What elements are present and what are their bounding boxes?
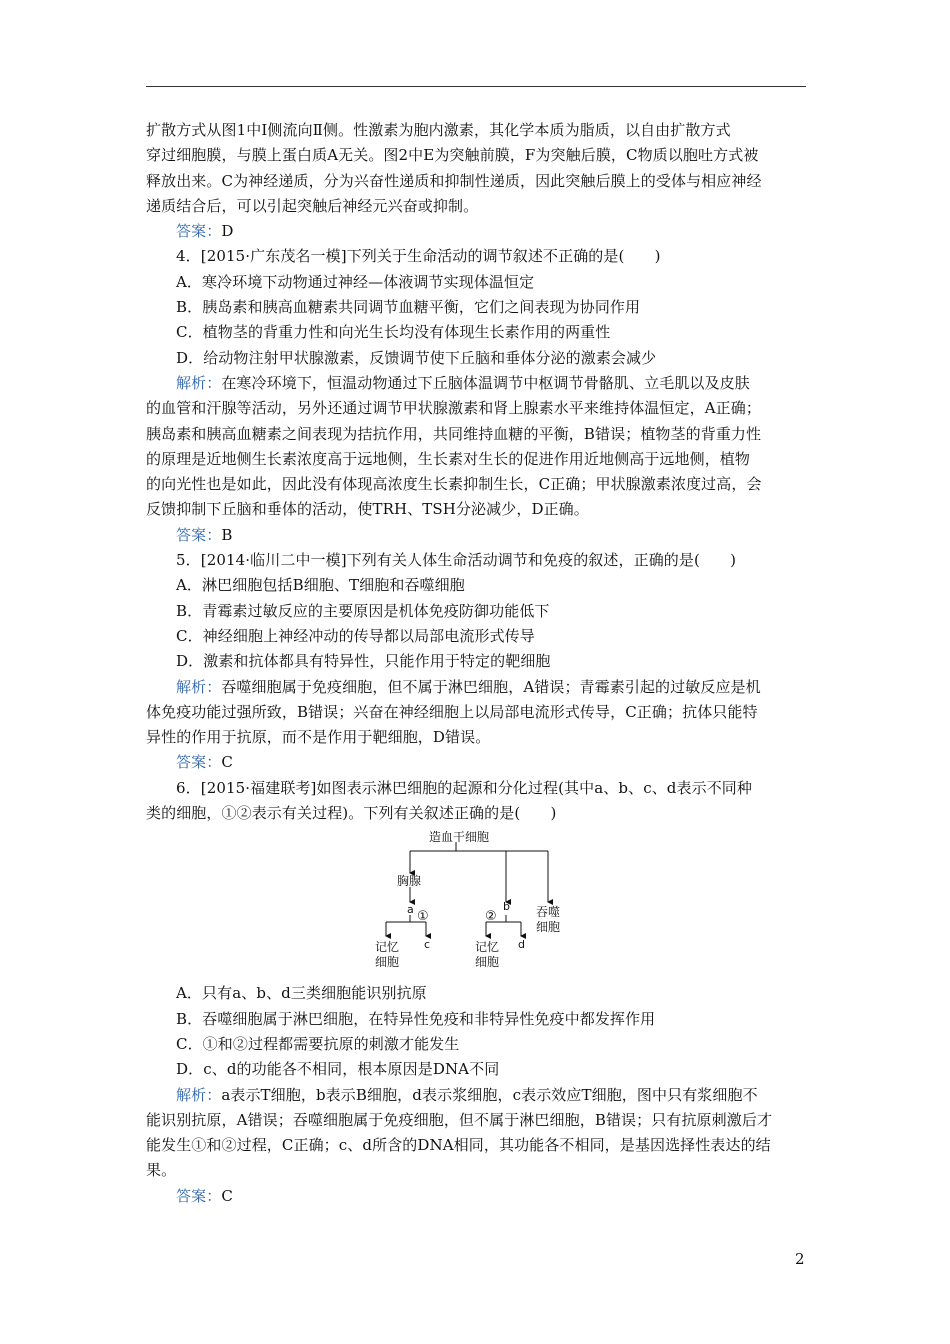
- q4-analysis-line: 的血管和汗腺等活动，另外还通过调节甲状腺激素和肾上腺素水平来维持体温恒定，A正确；: [146, 399, 761, 418]
- q5-analysis-line: 体免疫功能过强所致，B错误；兴奋在神经细胞上以局部电流形式传导，C正确；抗体只能特: [146, 702, 758, 721]
- header-rule: [146, 86, 806, 87]
- phagocyte-label-2: 细胞: [536, 920, 561, 935]
- cell-b-label: b: [503, 900, 510, 914]
- answer-label: 答案：: [176, 1186, 222, 1205]
- q5-analysis-text: 吞噬细胞属于免疫细胞，但不属于淋巴细胞，A错误；青霉素引起的过敏反应是机: [221, 677, 761, 696]
- analysis-label: 解析：: [176, 373, 222, 392]
- diagram-connectors: [386, 842, 548, 936]
- q5-option: D．激素和抗体都具有特异性，只能作用于特定的靶细胞: [176, 652, 551, 671]
- q5-answer: [146, 750, 811, 775]
- analysis-label: 解析：: [176, 677, 222, 696]
- q6-analysis-line: 能发生①和②过程，C正确；c、d所含的DNA相同，其功能各不相同，是基因选择性表达的结: [146, 1136, 771, 1155]
- q5-analysis: [146, 675, 811, 700]
- q6-analysis: [146, 1083, 811, 1108]
- q5-stem: 5．[2014·临川二中一模]下列有关人体生命活动调节和免疫的叙述，正确的是( ): [176, 551, 737, 570]
- memory-cell-1-label-1: 记忆: [375, 940, 400, 955]
- intro-line: 释放出来。C为神经递质，分为兴奋性递质和抑制性递质，因此突触后膜上的受体与相应神经: [146, 171, 762, 190]
- answer-value: C: [221, 753, 233, 772]
- intro-line: 穿过细胞膜，与膜上蛋白质A无关。图2中E为突触前膜，F为突触后膜，C物质以胞吐方式被: [146, 146, 759, 165]
- q4-analysis-text: 在寒冷环境下，恒温动物通过下丘脑体温调节中枢调节骨骼肌、立毛肌以及皮肤: [221, 373, 750, 392]
- intro-line: 递质结合后，可以引起突触后神经元兴奋或抑制。: [146, 196, 479, 215]
- hematopoietic-stem-cell-label: 造血干细胞: [429, 830, 490, 845]
- cell-a-label: a: [407, 903, 414, 917]
- thymus-label: 胸腺: [397, 874, 422, 889]
- q6-analysis-line: 果。: [146, 1161, 177, 1180]
- q6-stem-line: 类的细胞，①②表示有关过程)。下列有关叙述正确的是( ): [146, 804, 557, 823]
- q4-analysis-line: 胰岛素和胰高血糖素之间表现为拮抗作用，共同维持血糖的平衡，B错误；植物茎的背重力性: [146, 424, 762, 443]
- q4-analysis: [146, 371, 811, 396]
- process-2-label: ②: [485, 909, 497, 925]
- memory-cell-1-label-2: 细胞: [375, 955, 400, 970]
- q6-stem: 6．[2015·福建联考]如图表示淋巴细胞的起源和分化过程(其中a、b、c、d表示不同种: [176, 778, 752, 797]
- q6-option: D．c、d的功能各不相同，根本原因是DNA不同: [176, 1060, 500, 1079]
- phagocyte-label-1: 吞噬: [536, 905, 561, 920]
- answer-label: 答案：: [176, 525, 222, 544]
- answer-label: 答案：: [176, 753, 222, 772]
- q5-option: C．神经细胞上神经冲动的传导都以局部电流形式传导: [176, 626, 535, 645]
- answer-value: C: [221, 1186, 233, 1205]
- q4-option: A．寒冷环境下动物通过神经—体液调节实现体温恒定: [176, 272, 535, 291]
- q4-answer: [146, 523, 811, 548]
- lymphocyte-diagram: [146, 830, 811, 975]
- q6-analysis-line: 能识别抗原，A错误；吞噬细胞属于免疫细胞，但不属于淋巴细胞，B错误；只有抗原刺激后才: [146, 1110, 773, 1129]
- q5-analysis-line: 异性的作用于抗原，而不是作用于靶细胞，D错误。: [146, 728, 491, 747]
- memory-cell-2-label-1: 记忆: [475, 940, 500, 955]
- q4-option: B．胰岛素和胰高血糖素共同调节血糖平衡，它们之间表现为协同作用: [176, 298, 641, 317]
- q6-option: B．吞噬细胞属于淋巴细胞，在特异性免疫和非特异性免疫中都发挥作用: [176, 1009, 656, 1028]
- q6-option: A．只有a、b、d三类细胞能识别抗原: [176, 984, 427, 1003]
- page-number: 2: [795, 1250, 805, 1268]
- q4-analysis-line: 的原理是近地侧生长素浓度高于远地侧，生长素对生长的促进作用近地侧高于远地侧，植物: [146, 449, 751, 468]
- cell-d-label: d: [518, 938, 525, 952]
- answer-value: D: [221, 222, 234, 241]
- intro-line: 扩散方式从图1中Ⅰ侧流向Ⅱ侧。性激素为胞内激素，其化学本质为脂质，以自由扩散方式: [146, 121, 731, 139]
- q5-option: B．青霉素过敏反应的主要原因是机体免疫防御功能低下: [176, 601, 550, 620]
- diagram-figure: [375, 830, 591, 975]
- q5-option: A．淋巴细胞包括B细胞、T细胞和吞噬细胞: [176, 576, 465, 595]
- q4-analysis-line: 的向光性也是如此，因此没有体现高浓度生长素抑制生长，C正确；甲状腺激素浓度过高，会: [146, 475, 762, 494]
- analysis-label: 解析：: [176, 1085, 222, 1104]
- q6-answer: [146, 1184, 811, 1209]
- memory-cell-2-label-2: 细胞: [475, 955, 500, 970]
- q4-option: C．植物茎的背重力性和向光生长均没有体现生长素作用的两重性: [176, 323, 611, 342]
- answer-label: 答案：: [176, 222, 222, 241]
- q4-option: D．给动物注射甲状腺激素，反馈调节使下丘脑和垂体分泌的激素会减少: [176, 348, 657, 367]
- answer-value: B: [221, 525, 233, 544]
- intro-answer: [146, 219, 811, 244]
- page-content: [146, 118, 811, 1209]
- cell-c-label: c: [424, 938, 431, 952]
- q4-analysis-line: 反馈抑制下丘脑和垂体的活动，使TRH、TSH分泌减少，D正确。: [146, 500, 589, 519]
- q6-analysis-text: a表示T细胞，b表示B细胞，d表示浆细胞，c表示效应T细胞，图中只有浆细胞不: [221, 1085, 758, 1104]
- process-1-label: ①: [417, 909, 429, 925]
- q6-option: C．①和②过程都需要抗原的刺激才能发生: [176, 1034, 460, 1053]
- q4-stem: 4．[2015·广东茂名一模]下列关于生命活动的调节叙述不正确的是( ): [176, 247, 661, 266]
